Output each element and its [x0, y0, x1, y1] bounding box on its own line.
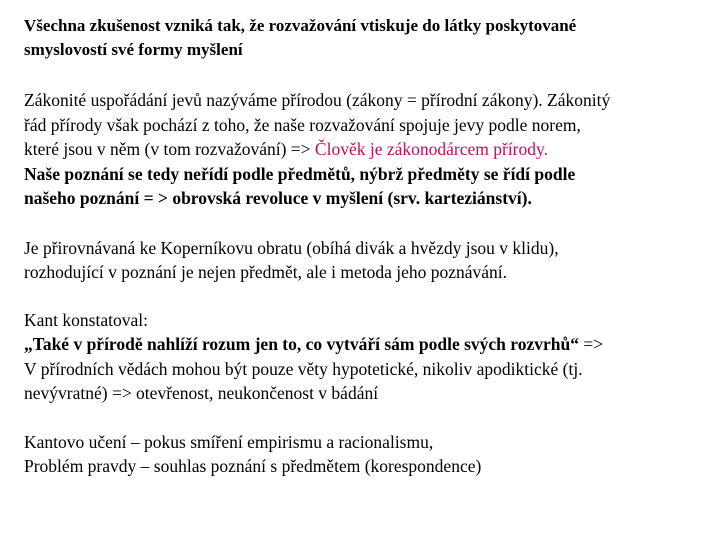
paragraph-1-line-3-prefix: které jsou v něm (v tom rozvažování) =>: [24, 139, 315, 159]
paragraph-kant-quote: [24, 308, 704, 406]
paragraph-1-line-2: řád přírody však pochází z toho, že naše rozvažování spojuje jevy podle norem,: [24, 114, 581, 135]
slide-title: [24, 14, 704, 62]
paragraph-copernican-turn: [24, 236, 704, 285]
paragraph-3-line-2: [24, 332, 704, 357]
paragraph-3-line-3: V přírodních vědách mohou být pouze věty hypotetické, nikoliv apodiktické (tj.: [24, 358, 583, 379]
paragraph-3-line-4: nevývratné) => otevřenost, neukončenost v bádání: [24, 383, 379, 403]
paragraph-2-line-1: Je přirovnávaná ke Koperníkovu obratu (obíhá divák a hvězdy jsou v klidu),: [24, 237, 559, 258]
title-line-2: smyslovostí své formy myšlení: [24, 40, 243, 59]
highlight-lawgiver: Člověk je zákonodárcem přírody.: [314, 139, 548, 159]
paragraph-2-line-2: rozhodující v poznání je nejen předmět, ale i metoda jeho poznávání.: [24, 262, 508, 282]
paragraph-3-line-1: Kant konstatoval:: [24, 309, 148, 330]
paragraph-summary: [24, 430, 704, 479]
title-line-1: Všechna zkušenost vzniká tak, že rozvažování vtiskuje do látky poskytované: [24, 16, 577, 35]
quote-arrow: =>: [578, 334, 604, 354]
paragraph-4-line-2: Problém pravdy – souhlas poznání s předmětem (korespondence): [24, 456, 482, 476]
slide-content: [24, 14, 704, 479]
paragraph-4-line-1: Kantovo učení – pokus smíření empirismu a racionalismu,: [24, 431, 434, 452]
kant-quote: „Také v přírodě nahlíží rozum jen to, co vytváří sám podle svých rozvrhů“: [24, 334, 579, 354]
paragraph-1-line-5: našeho poznání = > obrovská revoluce v myšlení (srv. karteziánství).: [24, 188, 532, 208]
paragraph-lawful-order: [24, 88, 704, 211]
paragraph-1-line-4: Naše poznání se tedy neřídí podle předmětů, nýbrž předměty se řídí podle: [24, 163, 576, 184]
paragraph-1-line-3: [24, 137, 704, 162]
paragraph-1-line-1: Zákonité uspořádání jevů nazýváme přírodou (zákony = přírodní zákony). Zákonitý: [24, 90, 611, 110]
